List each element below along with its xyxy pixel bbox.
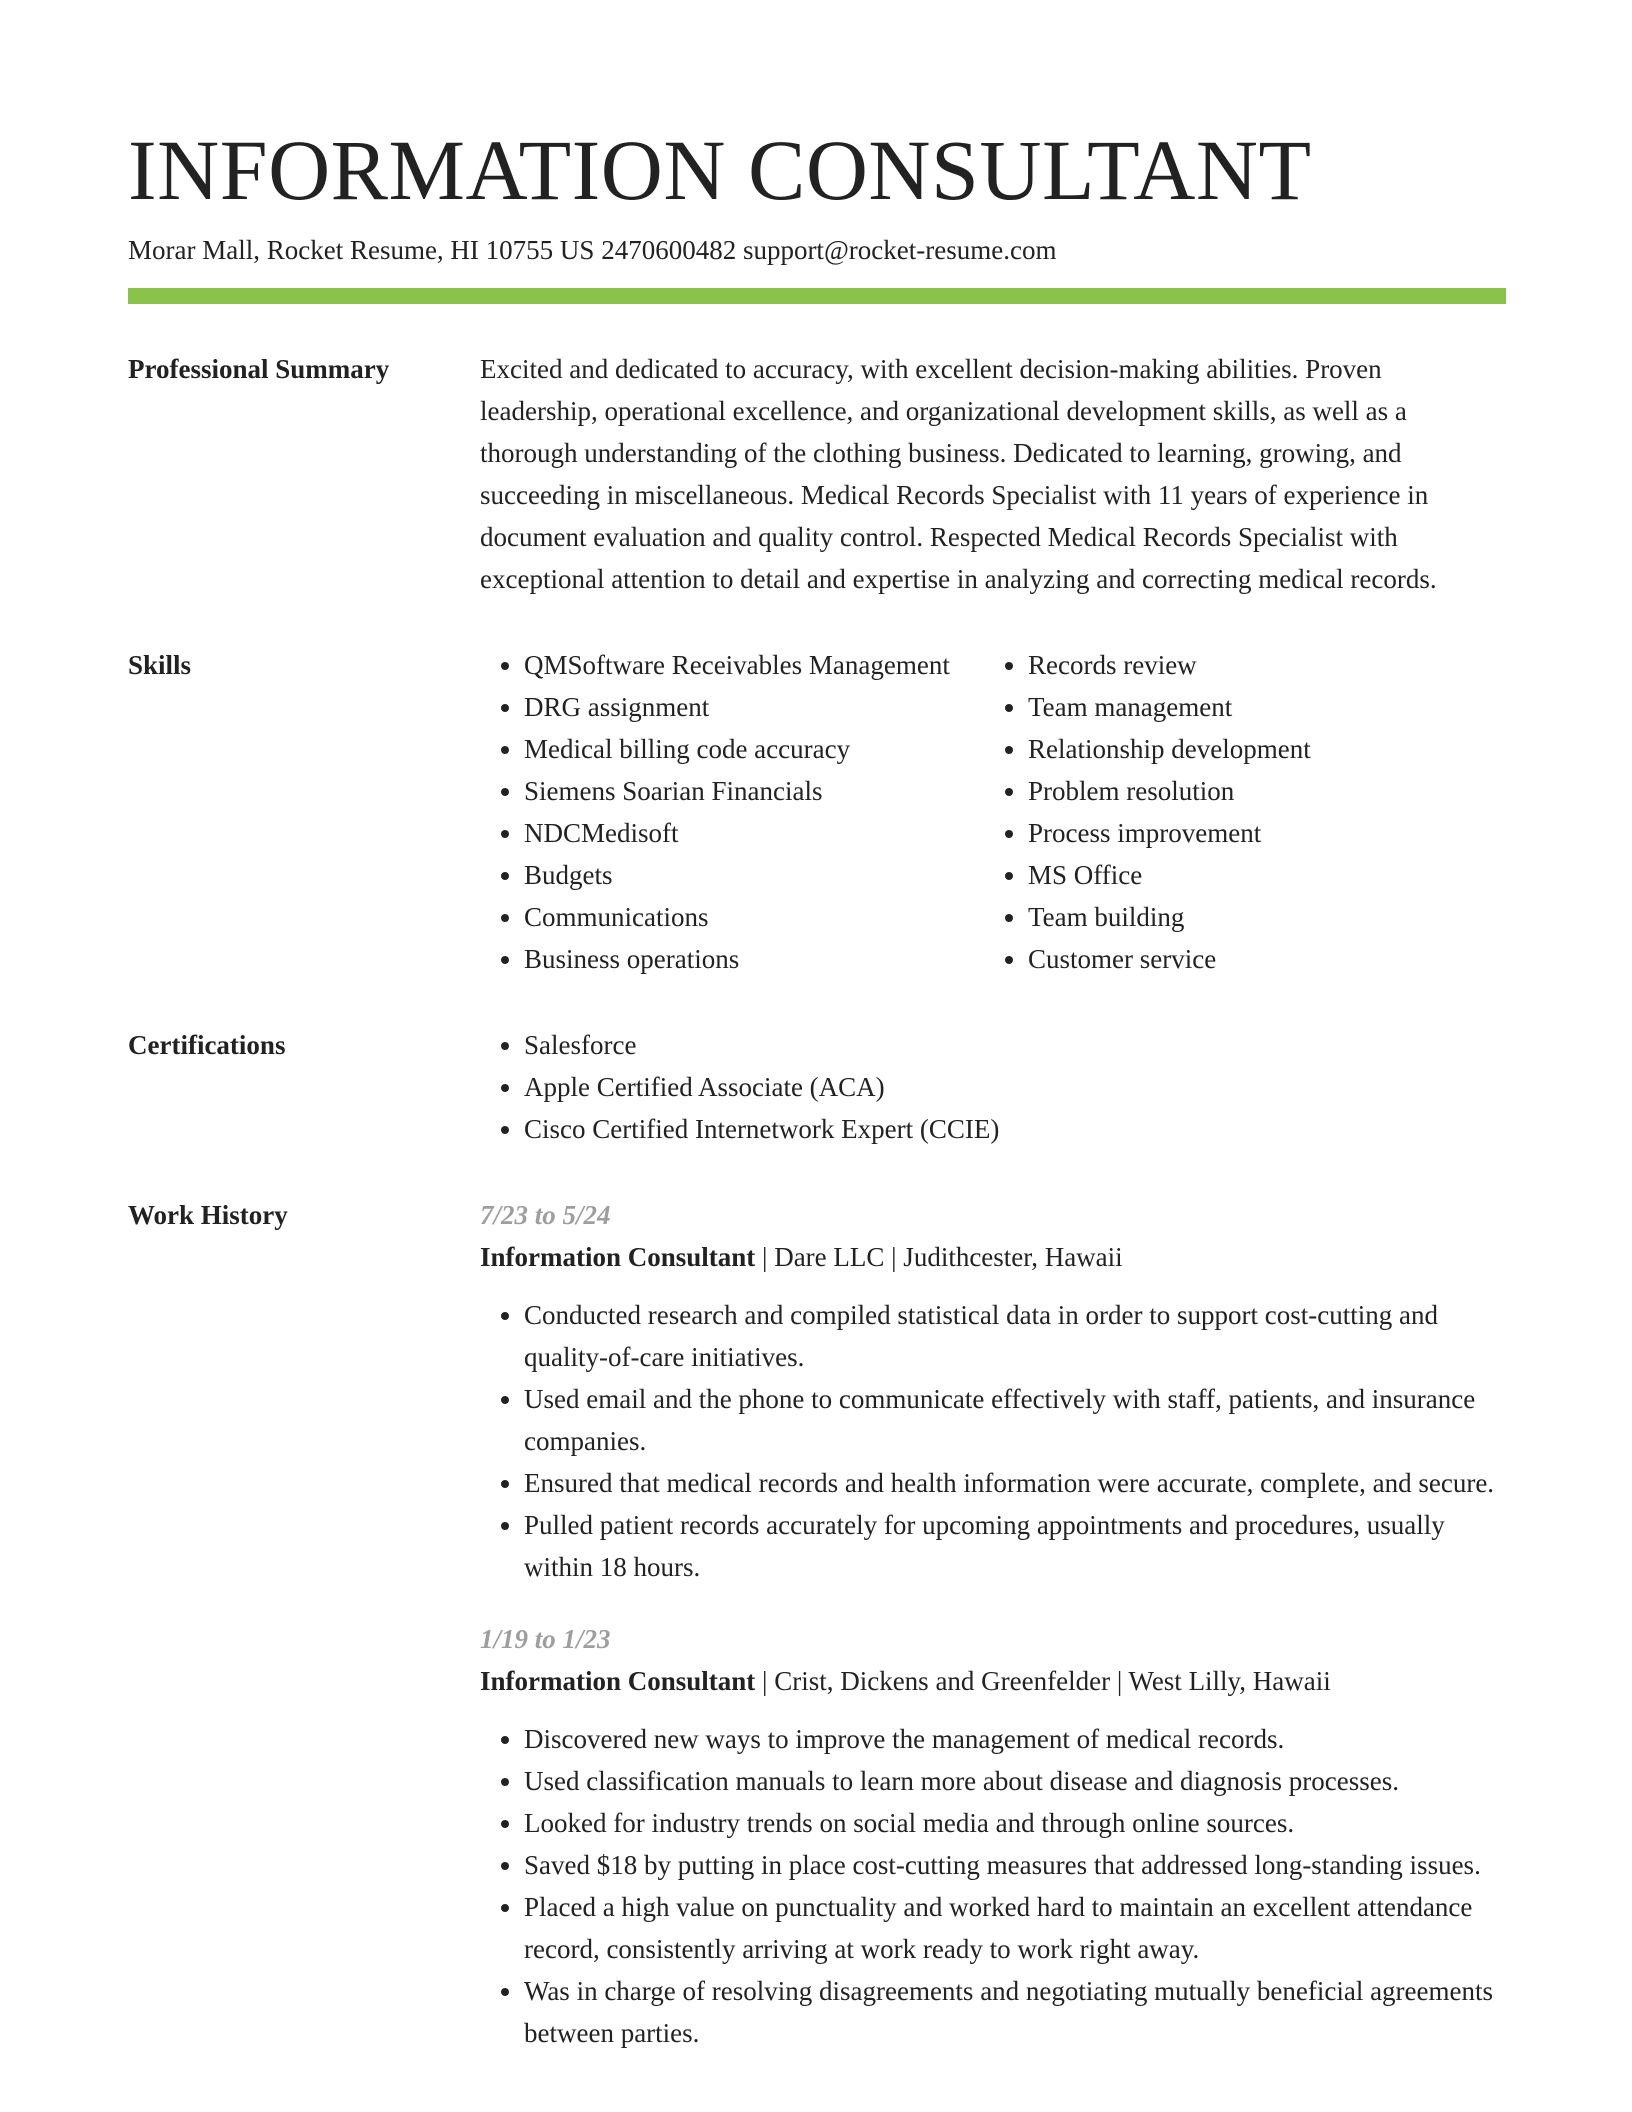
skill-item: • Communications [524,896,984,938]
job-bullet: • Discovered new ways to improve the management of medical records. [524,1718,1506,1760]
job-title: Information Consultant [480,1242,756,1272]
certification-item: • Salesforce [524,1024,1506,1066]
certification-item: • Cisco Certified Internetwork Expert (CCIE) [524,1108,1506,1150]
summary-content [480,348,1506,600]
job-bullet: • Saved $18 by putting in place cost-cutting measures that addressed long-standing issues. [524,1844,1506,1886]
job-employer: | Crist, Dickens and Greenfelder | West Lilly, Hawaii [755,1666,1331,1696]
skill-item: • DRG assignment [524,686,984,728]
job-dates: 7/23 to 5/24 [480,1200,611,1230]
skill-item: • NDCMedisoft [524,812,984,854]
job-bullet: • Looked for industry trends on social media and through online sources. [524,1802,1506,1844]
skill-item: • Customer service [1028,938,1506,980]
certifications-list [480,1024,1506,1150]
contact-phone: 2470600482 [601,235,737,265]
skill-item: • Business operations [524,938,984,980]
job-employer: | Dare LLC | Judithcester, Hawaii [755,1242,1123,1272]
certification-item: • Apple Certified Associate (ACA) [524,1066,1506,1108]
skill-item: • Budgets [524,854,984,896]
contact-line [128,232,1506,268]
section-label: Professional Summary [128,354,390,384]
skill-item: • MS Office [1028,854,1506,896]
skill-item: • Team building [1028,896,1506,938]
certifications-content [480,1024,1506,1150]
job-dates: 1/19 to 1/23 [480,1624,611,1654]
job-entry [480,1618,1506,2054]
candidate-name: INFORMATION CONSULTANT [128,122,1312,218]
skills-section [128,644,1506,980]
resume-page [128,120,1506,2054]
section-label: Certifications [128,1030,286,1060]
job-title-line [480,1236,1506,1278]
skill-item: • Team management [1028,686,1506,728]
contact-address: Morar Mall, Rocket Resume, HI 10755 US [128,235,595,265]
section-label: Skills [128,650,192,680]
summary-section [128,348,1506,600]
job-bullet: • Conducted research and compiled statistical data in order to support cost-cutting and quality-of-care initiatives. [524,1294,1506,1378]
job-title: Information Consultant [480,1666,756,1696]
contact-email: support@rocket-resume.com [742,235,1057,265]
skills-grid [480,644,1506,980]
work-history-content [480,1194,1506,2054]
certifications-section [128,1024,1506,1150]
section-label: Work History [128,1200,288,1230]
skill-item: • Records review [1028,644,1506,686]
summary-text: Excited and dedicated to accuracy, with excellent decision-making abilities. Proven leadership, operational excellence, and organizational development skills, as well as a thorough understanding of the clothing business. Dedicated to learning, growing, and succeeding in miscellaneous. Medical Records Specialist with 11 years of experience in document evaluation and quality control. Respected Medical Records Specialist with exceptional attention to detail and expertise in analyzing and correcting medical records. [480,354,1437,594]
skills-list-left [480,644,984,980]
skill-item: • Medical billing code accuracy [524,728,984,770]
job-bullets [480,1294,1506,1588]
header-divider [128,288,1506,304]
job-bullet: • Was in charge of resolving disagreements and negotiating mutually beneficial agreements between parties. [524,1970,1506,2054]
job-bullet: • Placed a high value on punctuality and worked hard to maintain an excellent attendance record, consistently arriving at work ready to work right away. [524,1886,1506,1970]
job-entry [480,1194,1506,1588]
skill-item: • Relationship development [1028,728,1506,770]
job-bullets [480,1718,1506,2054]
job-bullet: • Used classification manuals to learn more about disease and diagnosis processes. [524,1760,1506,1802]
skill-item: • Problem resolution [1028,770,1506,812]
job-bullet: • Ensured that medical records and health information were accurate, complete, and secure. [524,1462,1506,1504]
job-bullet: • Pulled patient records accurately for upcoming appointments and procedures, usually within 18 hours. [524,1504,1506,1588]
skill-item: • Process improvement [1028,812,1506,854]
skill-item: • Siemens Soarian Financials [524,770,984,812]
job-title-line [480,1660,1506,1702]
skills-list-right [984,644,1506,980]
work-history-section [128,1194,1506,2054]
skill-item: • QMSoftware Receivables Management [524,644,984,686]
job-bullet: • Used email and the phone to communicate effectively with staff, patients, and insurance companies. [524,1378,1506,1462]
